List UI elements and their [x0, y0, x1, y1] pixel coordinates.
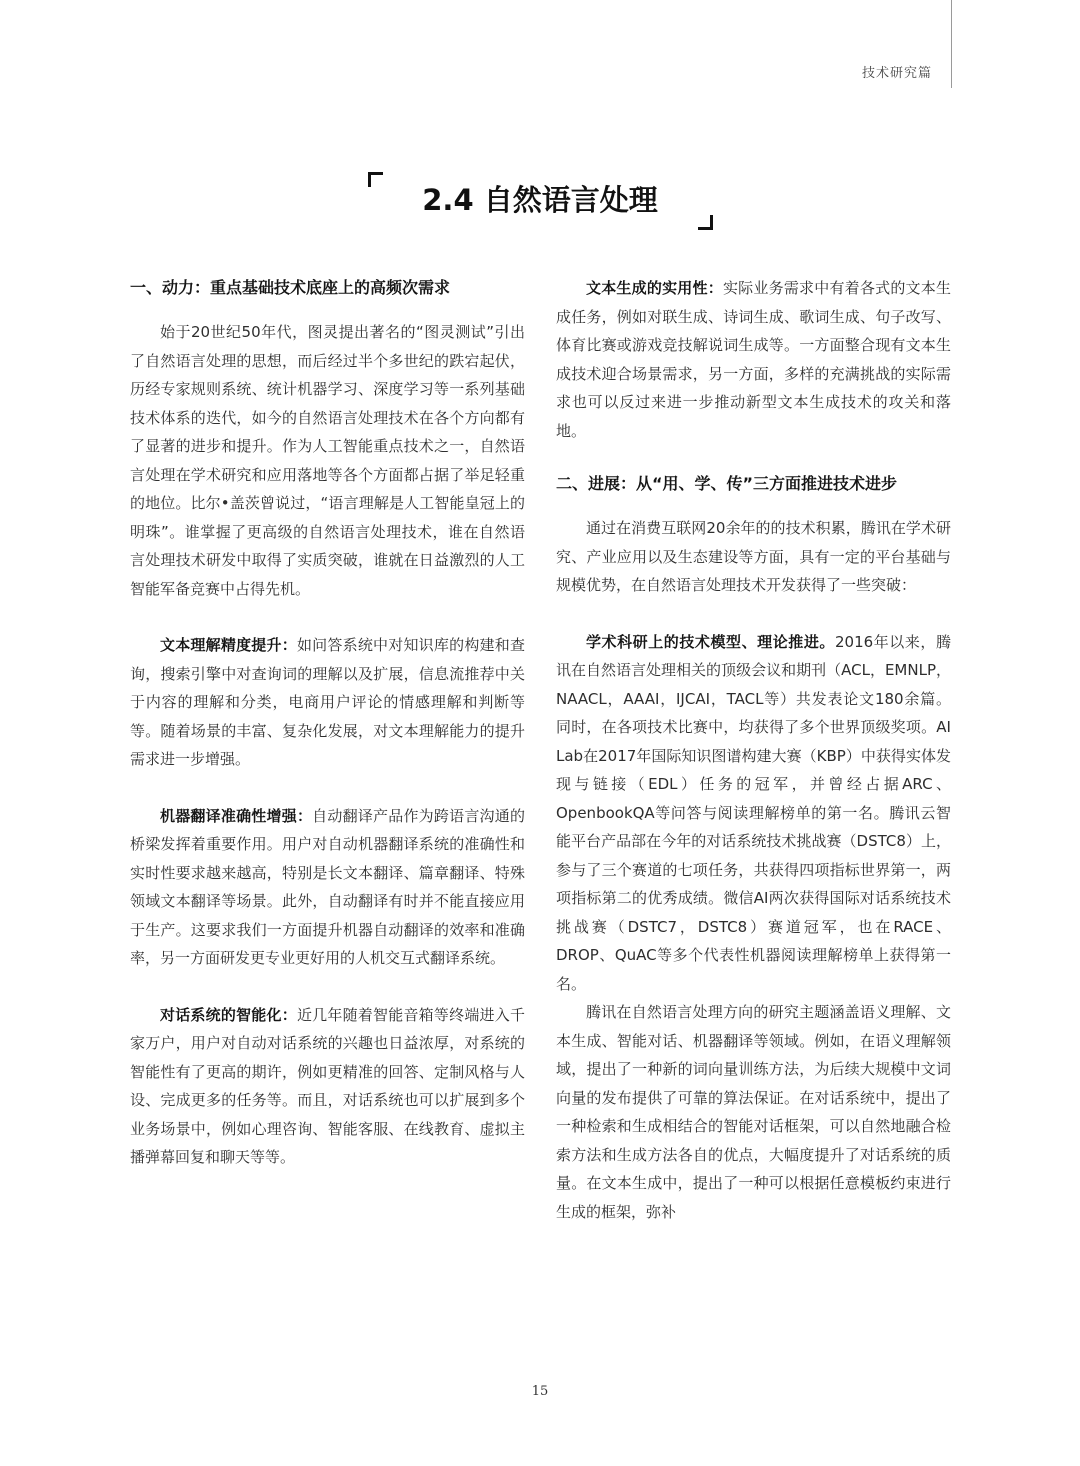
paragraph-text-generation [556, 274, 951, 445]
right-column [556, 274, 951, 1226]
paragraph-progress-intro: 通过在消费互联网20余年的的技术积累，腾讯在学术研究、产业应用以及生态建设等方面，具有一定的平台基础与规模优势，在自然语言处理技术开发获得了一些突破： [556, 519, 951, 594]
section-heading-2: 二、进展：从“用、学、传”三方面推进技术进步 [556, 474, 898, 493]
left-column [130, 274, 525, 1172]
section-heading-1: 一、动力：重点基础技术底座上的高频次需求 [130, 278, 451, 297]
title-bracket-left [368, 172, 383, 187]
paragraph-body: 近几年随着智能音箱等终端进入千家万户，用户对自动对话系统的兴趣也日益浓厚，对系统的智能性有了更高的期许，例如更精准的回答、定制风格与人设、完成更多的任务等。而且，对话系统也可以扩展到多个业务场景中，例如心理咨询、智能客服、在线教育、虚拟主播弹幕回复和聊天等等。 [130, 1005, 525, 1166]
paragraph-label: 对话系统的智能化： [160, 1005, 297, 1024]
intro-paragraph: 始于20世纪50年代，图灵提出著名的“图灵测试”引出了自然语言处理的思想，而后经过半个多世纪的跌宕起伏，历经专家规则系统、统计机器学习、深度学习等一系列基础技术体系的迭代，如今的自然语言处理技术在各个方向都有了显著的进步和提升。作为人工智能重点技术之一，自然语言处理在学术研究和应用落地等各个方面都占据了举足轻重的地位。比尔•盖茨曾说过，“语言理解是人工智能皇冠上的明珠”。谁掌握了更高级的自然语言处理技术，谁在自然语言处理技术研发中取得了实质突破，谁就在日益激烈的人工智能军备竞赛中占得先机。 [130, 323, 525, 598]
paragraph-dialogue-system [130, 1001, 525, 1172]
section-tag: 技术研究篇 [862, 66, 933, 81]
paragraph-body: 如问答系统中对知识库的构建和查询，搜索引擎中对查询词的理解以及扩展，信息流推荐中关于内容的理解和分类，电商用户评论的情感理解和判断等等。随着场景的丰富、复杂化发展，对文本理解能力的提升需求进一步增强。 [130, 636, 525, 768]
header-divider [951, 0, 952, 88]
paragraph-machine-translation [130, 802, 525, 973]
paragraph-body: 2016年以来，腾讯在自然语言处理相关的顶级会议和期刊（ACL，EMNLP，NAACL，AAAI，IJCAI，TACL等）共发表论文180余篇。同时，在各项技术比赛中，均获得了多个世界顶级奖项。AI Lab在2017年国际知识图谱构建大赛（KBP）中获得实体发现与链接（EDL）任务的冠军，并曾经占据ARC、OpenbookQA等问答与阅读理解榜单的第一名。腾讯云智能平台产品部在今年的对话系统技术挑战赛（DSTC8）上，参与了三个赛道的七项任务，共获得四项指标世界第一，两项指标第二的优秀成绩。微信AI两次获得国际对话系统技术挑战赛（DSTC7，DSTC8）赛道冠军，也在RACE、DROP、QuAC等多个代表性机器阅读理解榜单上获得第一名。 [556, 632, 951, 993]
paragraph-research-topics: 腾讯在自然语言处理方向的研究主题涵盖语义理解、文本生成、智能对话、机器翻译等领域。例如，在语义理解领域，提出了一种新的词向量训练方法，为后续大规模中文词向量的发布提供了可靠的算法保证。在对话系统中，提出了一种检索和生成相结合的智能对话框架，可以自然地融合检索方法和生成方法各自的优点，大幅度提升了对话系统的质量。在文本生成中，提出了一种可以根据任意模板约束进行生成的框架，弥补 [556, 1003, 951, 1221]
chapter-title: 2.4 自然语言处理 [422, 183, 658, 217]
paragraph-academic-research [556, 628, 951, 999]
paragraph-text-understanding [130, 631, 525, 774]
paragraph-label: 文本理解精度提升： [160, 636, 297, 654]
paragraph-body: 实际业务需求中有着各式的文本生成任务，例如对联生成、诗词生成、歌词生成、句子改写、体育比赛或游戏竞技解说词生成等。一方面整合现有文本生成技术迎合场景需求，另一方面，多样的充满挑战的实际需求也可以反过来进一步推动新型文本生成技术的攻关和落地。 [556, 279, 951, 440]
paragraph-body: 自动翻译产品作为跨语言沟通的桥梁发挥着重要作用。用户对自动机器翻译系统的准确性和实时性要求越来越高，特别是长文本翻译、篇章翻译、特殊领域文本翻译等场景。此外，自动翻译有时并不能直接应用于生产。这要求我们一方面提升机器自动翻译的效率和准确率，另一方面研发更专业更好用的人机交互式翻译系统。 [130, 806, 525, 967]
paragraph-label: 机器翻译准确性增强： [160, 806, 313, 825]
page-number: 15 [531, 1384, 549, 1399]
paragraph-label: 文本生成的实用性： [586, 279, 723, 297]
title-bracket-right [698, 215, 713, 230]
paragraph-label: 学术科研上的技术模型、理论推进。 [586, 632, 835, 651]
